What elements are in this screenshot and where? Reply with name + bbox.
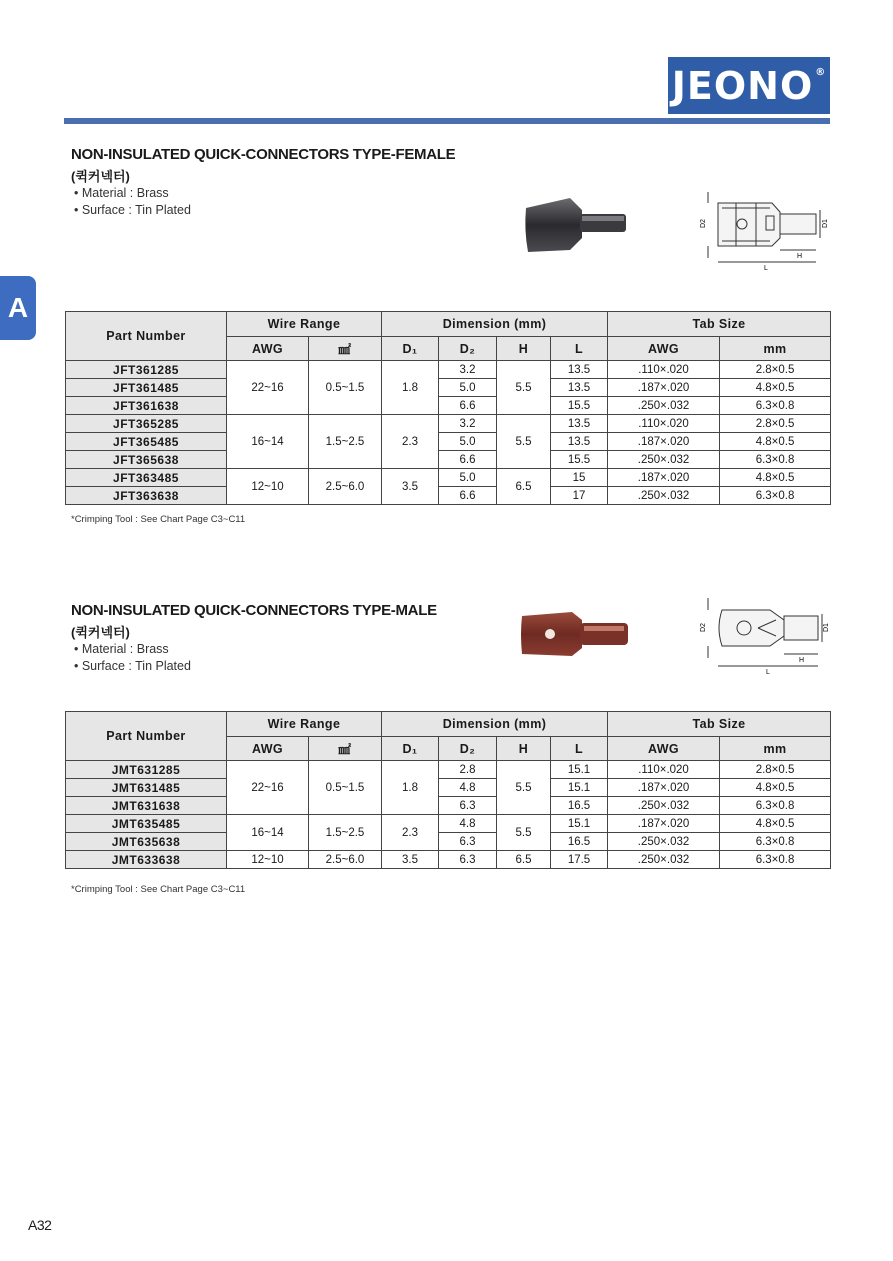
dim-l: 17 [551,487,608,505]
part-number: JFT361638 [66,397,227,415]
dim-d2: 4.8 [439,779,497,797]
dim-d2: 6.3 [439,833,497,851]
tab-mm: 4.8×0.5 [720,779,831,797]
col-dimension: Dimension (mm) [382,312,608,337]
dim-l: 15.1 [551,779,608,797]
col-tab-awg: AWG [608,337,720,361]
tab-awg: .250×.032 [608,851,720,869]
female-connector-photo [520,192,630,257]
tab-mm: 6.3×0.8 [720,851,831,869]
dim-l: 13.5 [551,433,608,451]
female-section-title: NON-INSULATED QUICK-CONNECTORS TYPE-FEMALE [71,146,456,163]
wire-mm2: 2.5~6.0 [309,469,382,505]
dim-l: 15.5 [551,397,608,415]
female-drawing-d1: D1 [822,219,829,228]
female-drawing-h: H [797,253,803,260]
col-mm2: ㎟ [309,737,382,761]
part-number: JFT365638 [66,451,227,469]
part-number: JFT365485 [66,433,227,451]
dim-h: 5.5 [497,361,551,415]
tab-mm: 2.8×0.5 [720,761,831,779]
dim-l: 16.5 [551,797,608,815]
male-footnote: *Crimping Tool : See Chart Page C3~C11 [71,884,246,895]
table-row [66,779,831,797]
dim-l: 16.5 [551,833,608,851]
tab-mm: 6.3×0.8 [720,797,831,815]
tab-awg: .250×.032 [608,397,720,415]
dim-h: 5.5 [497,815,551,851]
dim-h: 5.5 [497,761,551,815]
dim-l: 15.5 [551,451,608,469]
dim-d2: 5.0 [439,379,497,397]
dim-d1: 3.5 [382,851,439,869]
col-h: H [497,737,551,761]
tab-mm: 4.8×0.5 [720,379,831,397]
col-d1: D₁ [382,737,439,761]
part-number: JMT635485 [66,815,227,833]
female-drawing-d2: D2 [700,219,707,228]
tab-mm: 2.8×0.5 [720,415,831,433]
col-d2: D₂ [439,337,497,361]
tab-awg: .110×.020 [608,761,720,779]
registered-mark: ® [815,67,827,78]
wire-awg: 22~16 [227,361,309,415]
col-awg: AWG [227,737,309,761]
part-number: JMT635638 [66,833,227,851]
dim-d2: 4.8 [439,815,497,833]
part-number: JFT363485 [66,469,227,487]
table-row [66,487,831,505]
male-surface: • Surface : Tin Plated [74,659,191,673]
col-l: L [551,337,608,361]
col-tab-awg: AWG [608,737,720,761]
female-material: • Material : Brass [74,186,169,200]
tab-awg: .110×.020 [608,361,720,379]
header-rule [64,118,830,124]
col-part-number: Part Number [66,712,227,761]
part-number: JMT633638 [66,851,227,869]
dim-l: 15 [551,469,608,487]
col-l: L [551,737,608,761]
dim-h: 6.5 [497,469,551,505]
col-wire-range: Wire Range [227,312,382,337]
dim-d2: 3.2 [439,361,497,379]
dim-d1: 1.8 [382,761,439,815]
col-tab-mm: mm [720,337,831,361]
tab-mm: 6.3×0.8 [720,487,831,505]
female-section-subtitle: (퀵커넥터) [71,169,130,184]
wire-awg: 12~10 [227,851,309,869]
wire-mm2: 1.5~2.5 [309,815,382,851]
col-mm2: ㎟ [309,337,382,361]
male-drawing-d2: D2 [700,623,707,632]
tab-awg: .187×.020 [608,469,720,487]
part-number: JMT631638 [66,797,227,815]
table-row [66,833,831,851]
dim-h: 5.5 [497,415,551,469]
wire-mm2: 2.5~6.0 [309,851,382,869]
dim-l: 13.5 [551,379,608,397]
table-row [66,851,831,869]
col-tab-size: Tab Size [608,712,831,737]
dim-d2: 3.2 [439,415,497,433]
table-row [66,815,831,833]
table-row [66,761,831,779]
tab-mm: 4.8×0.5 [720,433,831,451]
male-section-title: NON-INSULATED QUICK-CONNECTORS TYPE-MALE [71,602,437,619]
tab-mm: 4.8×0.5 [720,815,831,833]
tab-awg: .187×.020 [608,379,720,397]
tab-awg: .250×.032 [608,797,720,815]
dim-d2: 6.6 [439,397,497,415]
female-surface: • Surface : Tin Plated [74,203,191,217]
part-number: JMT631285 [66,761,227,779]
brand-name: JEONO [671,63,814,108]
dim-d1: 2.3 [382,815,439,851]
male-spec-table [65,711,831,869]
table-row [66,797,831,815]
tab-awg: .187×.020 [608,433,720,451]
dim-d2: 2.8 [439,761,497,779]
tab-mm: 6.3×0.8 [720,833,831,851]
table-row [66,379,831,397]
dim-d2: 5.0 [439,433,497,451]
col-part-number: Part Number [66,312,227,361]
wire-awg: 16~14 [227,815,309,851]
tab-awg: .110×.020 [608,415,720,433]
dim-d2: 6.3 [439,797,497,815]
dim-d2: 5.0 [439,469,497,487]
part-number: JFT361285 [66,361,227,379]
dim-l: 13.5 [551,415,608,433]
table-row [66,415,831,433]
male-drawing-l: L [766,669,770,676]
tab-mm: 4.8×0.5 [720,469,831,487]
page-number: A32 [28,1217,52,1233]
part-number: JFT363638 [66,487,227,505]
wire-mm2: 0.5~1.5 [309,761,382,815]
tab-awg: .250×.032 [608,833,720,851]
part-number: JFT365285 [66,415,227,433]
dim-h: 6.5 [497,851,551,869]
wire-awg: 12~10 [227,469,309,505]
col-d1: D₁ [382,337,439,361]
col-h: H [497,337,551,361]
tab-awg: .187×.020 [608,815,720,833]
dim-d1: 1.8 [382,361,439,415]
male-dimension-drawing [700,594,832,678]
tab-mm: 2.8×0.5 [720,361,831,379]
tab-mm: 6.3×0.8 [720,451,831,469]
female-footnote: *Crimping Tool : See Chart Page C3~C11 [71,514,246,525]
dim-l: 15.1 [551,761,608,779]
male-section-subtitle: (퀵커넥터) [71,625,130,640]
male-drawing-h: H [799,657,805,664]
wire-mm2: 0.5~1.5 [309,361,382,415]
female-dimension-drawing [700,188,832,272]
section-tab: A [0,276,36,340]
table-row [66,397,831,415]
part-number: JMT631485 [66,779,227,797]
brand-logo [668,57,830,114]
male-material: • Material : Brass [74,642,169,656]
wire-awg: 22~16 [227,761,309,815]
table-row [66,433,831,451]
female-drawing-l: L [764,265,768,272]
tab-mm: 6.3×0.8 [720,397,831,415]
male-drawing-d1: D1 [823,623,830,632]
table-row [66,451,831,469]
table-row [66,361,831,379]
dim-d2: 6.6 [439,451,497,469]
dim-d2: 6.3 [439,851,497,869]
wire-mm2: 1.5~2.5 [309,415,382,469]
dim-l: 13.5 [551,361,608,379]
col-tab-mm: mm [720,737,831,761]
dim-l: 15.1 [551,815,608,833]
dim-d1: 3.5 [382,469,439,505]
dim-d2: 6.6 [439,487,497,505]
col-wire-range: Wire Range [227,712,382,737]
tab-awg: .250×.032 [608,451,720,469]
male-connector-photo [518,606,634,662]
female-spec-table [65,311,831,505]
part-number: JFT361485 [66,379,227,397]
col-awg: AWG [227,337,309,361]
col-d2: D₂ [439,737,497,761]
table-row [66,469,831,487]
tab-awg: .250×.032 [608,487,720,505]
col-dimension: Dimension (mm) [382,712,608,737]
tab-awg: .187×.020 [608,779,720,797]
dim-l: 17.5 [551,851,608,869]
wire-awg: 16~14 [227,415,309,469]
col-tab-size: Tab Size [608,312,831,337]
dim-d1: 2.3 [382,415,439,469]
